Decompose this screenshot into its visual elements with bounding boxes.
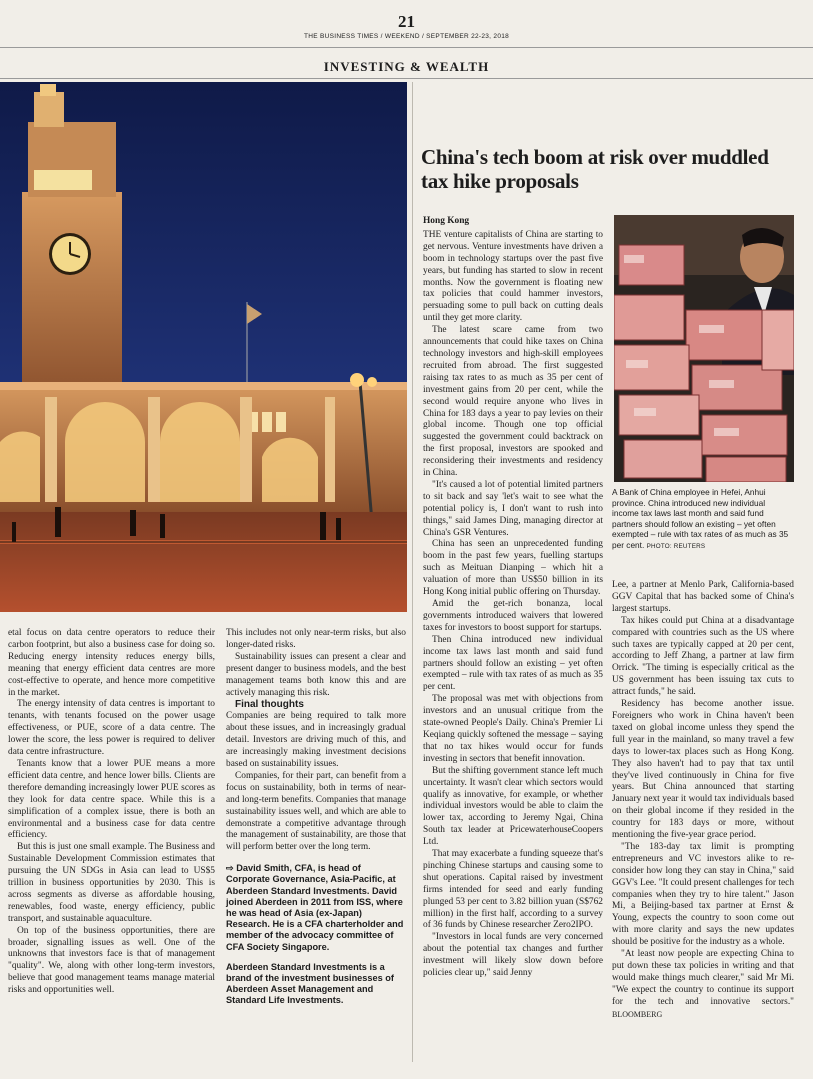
author-bio — [226, 863, 406, 1006]
paragraph: On top of the business opportunities, there are broader, signalling issues as well. One of the unknowns that investors face is that of management "quality". We, along with other long-term investors, believe that good management teams manage material risks and opportunities well. — [8, 925, 215, 996]
paragraph: "Investors in local funds are very concerned about the potential tax changes and further investment will likely slow down before policies clear up," said Jenny — [423, 932, 603, 979]
author-bio-text: ⇨ David Smith, CFA, is head of Corporate Governance, Asia-Pacific, at Aberdeen Standard Investments. David joined Aberdeen in 2011 from ISS, where he was head of Asia (ex-Japan) Research. He is a CFA charterholder and member of the advocacy committee of CFA Society Singapore. — [226, 863, 404, 952]
main-article-column-1 — [423, 216, 603, 980]
bank-employee-photo — [614, 215, 794, 482]
paragraph: Amid the get-rich bonanza, local governments introduced waivers that lowered taxes for investors to boost support for startups. — [423, 599, 603, 633]
paragraph: But the shifting government stance left much uncertainty. It wasn't clear which sectors would qualify as innovative, for example, or whether individual investors would be able to claim the lower tax, according to Jeremy Ngai, China South tax leader at PricewaterhouseCoopers Ltd. — [423, 765, 603, 848]
column-divider — [412, 82, 413, 1062]
paragraph: Lee, a partner at Menlo Park, California-based GGV Capital that has backed some of China's largest startups. — [612, 580, 794, 614]
caption-text: A Bank of China employee in Hefei, Anhui province. China introduced new individual income tax laws last month and said fund partners should follow an existing – yet often exempted – rule with tax rates of as much as 35 per cent. — [612, 487, 789, 550]
left-article-column-1 — [8, 628, 215, 997]
paragraph: The latest scare came from two announcements that could hike taxes on China technology investors and high-skill employees recruited from abroad. The first suggested raising tax rates to as much as 35 per cent of investment gains from 20 per cent, while the second would require anyone who lives in China for 183 days a year to pay levies on their global income. Though one top official suggested the government could backtrack on the first proposal, investors are spooked and reconsidering their investments and residency in China. — [423, 325, 603, 479]
main-article-column-2 — [612, 580, 794, 1022]
paragraph-text: "At least now people are expecting China to put down these tax policies in writing and that would make things much clearer," said Mr Mi. "We expect the country to continue its support for the tech and innovative sectors." — [612, 949, 794, 1007]
paragraph: "The 183-day tax limit is prompting entrepreneurs and VC investors alike to re-consider how long they can stay in China," said GGV's Lee. "It could present challenges for tech companies when they try to hire talent." Jason Mi, a Beijing-based tax partner at Ernst & Young, expects the country to soon come out with more clarity and says the new updates should be positive for the industry as a whole. — [612, 841, 795, 948]
paragraph: "It's caused a lot of potential limited partners to sit back and say 'let's wait to see what the potential policy is, I don't want to rush into things," said James Ding, managing director at China's GSR Ventures. — [423, 479, 603, 538]
paragraph: Tax hikes could put China at a disadvantage compared with countries such as the US where such taxes are typically capped at 20 per cent, according to Jeff Zhang, a partner at law firm Orrick. "The timing is especially critical as the US government has been issuing tax cuts to attract funds," he said. — [612, 615, 794, 698]
paragraph: China has seen an unprecedented funding boom in the past few years, fuelling startups such as Meituan Dianping – which hit a valuation of more than US$50 billion in its Hong Kong initial public offering on Thursday. — [423, 539, 603, 598]
masthead: THE BUSINESS TIMES / WEEKEND / SEPTEMBER 22-23, 2018 — [303, 33, 510, 40]
paragraph: Residency has become another issue. Foreigners who work in China haven't been taxed on global income unless they spend the full year in the mainland, so many travel a few days to lower-tax places such as Hong Kong. They also haven't had to pay that tax until they've lived continuously in China for five years. But China announced that starting January next year it would tax individuals based on their global income if they resided in the country for 183 days or more, without mentioning the five-year grace period. — [612, 699, 794, 841]
paragraph: The proposal was met with objections from investors and an unusual critique from the state-owned People's Daily. China's Premier Li Keqiang quickly softened the message – saying that no tax hikes would occur for funds investing in sectors that benefit innovation. — [423, 694, 603, 764]
page-number: 21 — [398, 12, 415, 31]
headline: China's tech boom at risk over muddled tax hike proposals — [421, 145, 769, 193]
subheading-final-thoughts: Final thoughts — [235, 699, 304, 711]
paragraph: Companies, for their part, can benefit from a focus on sustainability, both in terms of near- and long-term benefits. Companies that manage sustainability issues well, and which are able to demonstrate a competitive advantage through the management of sustainability, are those that will perform better over the long term. — [226, 770, 406, 853]
dateline: Hong Kong — [423, 216, 470, 226]
paragraph: But this is just one small example. The Business and Sustainable Development Commission estimates that pursuing the UN SDGs in Asia can lead to US$5 trillion in business opportunities by 2030. This is across segments as diverse as affordable housing, renewables, food waste, energy efficiency, public transport, and sustainable aquaculture. — [8, 842, 215, 924]
section-rule — [0, 78, 813, 79]
paragraph: etal focus on data centre operators to reduce their carbon footprint, but also a business case for doing so. Reducing energy intensity reduces energy bills, meaning that energy efficient data centres are more cost-effective to operate, and hence more competitive in the market. — [8, 628, 215, 698]
photo-caption — [612, 487, 794, 553]
disclaimer-text: Aberdeen Standard Investments is a brand of the investment businesses of Aberdeen Asset Management and Standard Life Investments. — [226, 961, 394, 1006]
header-rule — [0, 47, 813, 48]
paragraph: That may exacerbate a funding squeeze that's pinching Chinese startups and causing some to shut operations. Capital raised by investment firms intended for seed and early funding plunged 53 per cent to 3.82 billion yuan (S$762 million) in the first half, according to a survey of 36 funds by Chinese researcher Zero2IPO. — [423, 849, 603, 931]
paragraph: Tenants know that a lower PUE means a more efficient data centre, and hence lower bills. Clients are therefore demanding increasingly lower PUE scores as they look for data centre space. While this is a simplification of a complex issue, there is both an environmental and a business case for data centre efficiency. — [8, 758, 215, 841]
section-title: INVESTING & WEALTH — [323, 59, 490, 74]
byline-source: BLOOMBERG — [612, 1009, 663, 1019]
paragraph: This includes not only near-term risks, but also longer-dated risks. — [226, 628, 406, 650]
paragraph: Companies are being required to talk more about these issues, and in increasingly gradual detail. Investors are driving much of this, and are increasingly making investment decisions based on sustainability issues. — [226, 711, 406, 769]
paragraph: Sustainability issues can present a clear and present danger to business models, and the best management teams both know this and are actively managing this risk. — [226, 651, 406, 698]
paragraph — [612, 949, 794, 1021]
photo-credit: PHOTO: REUTERS — [646, 542, 706, 550]
paragraph: THE venture capitalists of China are starting to get nervous. Venture investments have driven a boom in technology startups over the past five years, but funding has started to slow in recent months. Now the government is floating new tax policies that could hammer investors, persuading some to pull back on cutting deals until they get more clarity. — [423, 229, 603, 324]
paragraph: The energy intensity of data centres is important to tenants, with tenants focused on the power usage effectiveness, or PUE, score of a data centre. The lower the score, the less power is required to deliver data centre infrastructure. — [8, 699, 215, 758]
paragraph: Then China introduced new individual income tax laws last month and said fund partners should follow an existing – yet often exempted – rule with tax rates of as much as 35 per cent. — [423, 634, 603, 693]
ferry-building-photo — [0, 82, 407, 612]
left-article-column-2 — [226, 628, 406, 1007]
